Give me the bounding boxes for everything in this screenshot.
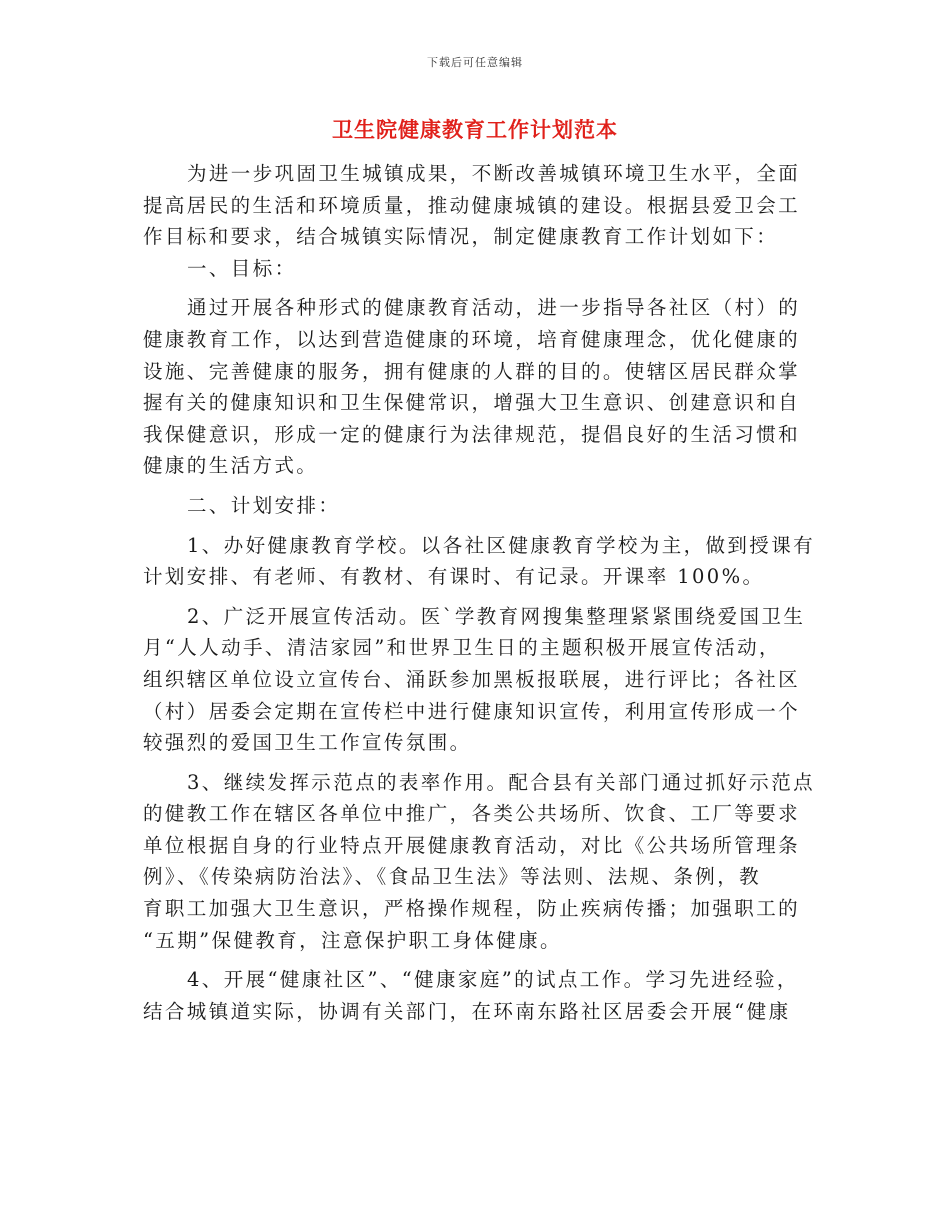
text-line: 握有关的健康知识和卫生保健常识，增强大卫生意识、创建意识和自 [143,391,801,415]
header-note: 下载后可任意编辑 [427,56,523,69]
text-line: 较强烈的爱国卫生工作宣传氛围。 [143,731,472,755]
text-line: 月“人人动手、清洁家园”和世界卫生日的主题积极开展宣传活动， [143,636,781,660]
text-line: 的健教工作在辖区各单位中推广，各类公共场所、饮食、工厂等要求 [143,802,801,826]
text-line: 结合城镇道实际，协调有关部门，在环南东路社区居委会开展“健康 [143,999,791,1023]
text-line: 二、计划安排： [187,493,341,517]
text-line: 计划安排、有老师、有教材、有课时、有记录。开课率 100%。 [143,565,765,589]
text-line: 我保健意识，形成一定的健康行为法律规范，提倡良好的生活习惯和 [143,422,801,446]
text-line: 为进一步巩固卫生城镇成果，不断改善城镇环境卫生水平，全面 [187,162,801,185]
text-line: 提高居民的生活和环境质量，推动健康城镇的建设。根据县爱卫会工 [143,193,801,217]
text-line: （村）居委会定期在宣传栏中进行健康知识宣传，利用宣传形成一个 [143,699,801,723]
text-line: 2、广泛开展宣传活动。医`学教育网搜集整理紧紧围绕爱国卫生 [187,604,806,628]
text-line: 例》、《传染病防治法》、《食品卫生法》等法则、法规、条例，教 [143,865,762,889]
text-line: 一、目标： [187,256,297,280]
text-line: 单位根据自身的行业特点开展健康教育活动，对比《公共场所管理条 [143,833,801,857]
text-line: 3、继续发挥示范点的表率作用。配合县有关部门通过抓好示范点 [187,770,816,794]
text-line: 健康教育工作，以达到营造健康的环境，培育健康理念，优化健康的 [143,327,801,351]
text-line: 健康的生活方式。 [143,454,319,478]
text-line: 组织辖区单位设立宣传台、涌跃参加黑板报联展，进行评比；各社区 [143,667,801,691]
document-body [143,158,827,1027]
text-line: 育职工加强大卫生意识，严格操作规程，防止疾病传播；加强职工的 [143,897,801,921]
document-title: 卫生院健康教育工作计划范本 [332,117,618,142]
text-line: 4、开展“健康社区”、“健康家庭”的试点工作。学习先进经验， [187,968,799,992]
text-line: 1、办好健康教育学校。以各社区健康教育学校为主，做到授课有 [187,533,816,557]
text-line: “五期”保健教育，注意保护职工身体健康。 [143,928,562,952]
text-line: 通过开展各种形式的健康教育活动，进一步指导各社区（村）的 [187,296,801,320]
text-line: 设施、完善健康的服务，拥有健康的人群的目的。使辖区居民群众掌 [143,359,801,383]
text-line: 作目标和要求，结合城镇实际情况，制定健康教育工作计划如下： [143,225,779,249]
